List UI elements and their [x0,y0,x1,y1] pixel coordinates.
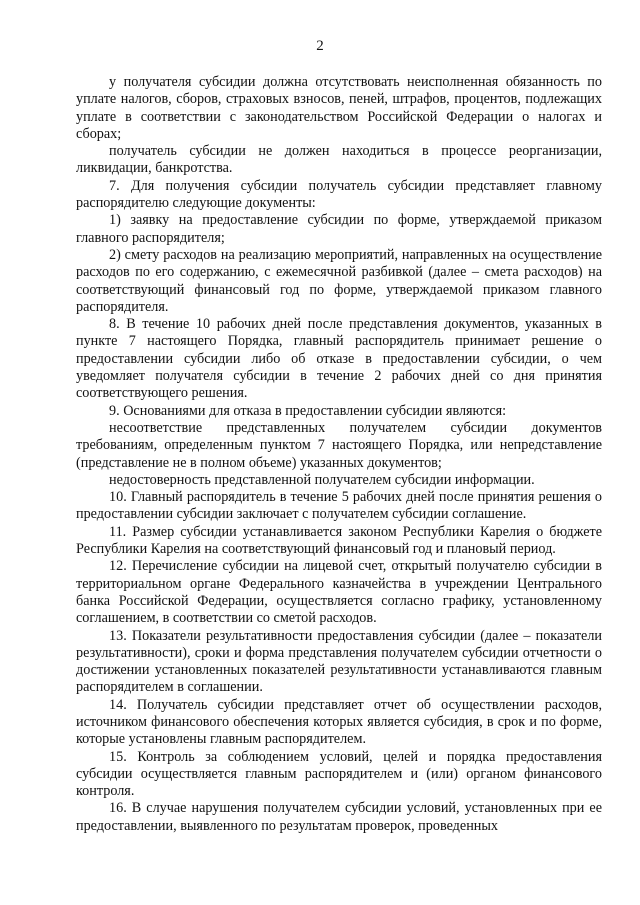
paragraph-9-item-nonconformity: несоответствие представленных получателем субсидии документов требованиям, определенным пунктом 7 настоящего Порядка, или непредставление (представление не в полном объеме) указанных документов; [76,419,602,471]
paragraph-10-agreement: 10. Главный распорядитель в течение 5 рабочих дней после принятия решения о предоставлении субсидии заключает с получателем субсидии соглашение. [76,489,602,523]
paragraph-7-documents: 7. Для получения субсидии получатель субсидии представляет главному распорядителю следующие документы: [76,177,602,212]
paragraph-11-amount: 11. Размер субсидии устанавливается законом Республики Карелия о бюджете Республики Карелия на соответствующий финансовый год и плановый период. [76,523,602,558]
paragraph-12-transfer: 12. Перечисление субсидии на лицевой счет, открытый получателю субсидии в территориальном органе Федерального казначейства в учреждении Центрального банка Российской Федерации, осуществляется согласно графику, установленному соглашением, в соответствии со сметой расходов. [76,558,602,627]
paragraph-14-report: 14. Получатель субсидии представляет отчет об осуществлении расходов, источником финансового обеспечения которых является субсидия, в срок и по форме, которые установлены главным распорядителем. [76,696,602,748]
paragraph-9-refusal-grounds: 9. Основаниями для отказа в предоставлении субсидии являются: [109,402,507,419]
paragraph-8-decision: 8. В течение 10 рабочих дней после представления документов, указанных в пункте 7 настоящего Порядка, главный распорядитель принимает решение о предоставлении субсидии либо об отказе в предоставлении субсидии, о чем уведомляет получателя субсидии в течение 2 рабочих дней со дня принятия соответствующего решения. [76,316,602,402]
paragraph-16-violation: 16. В случае нарушения получателем субсидии условий, установленных при ее предоставлении, выявленного по результатам проверок, проведенных [76,800,602,834]
paragraph-7-item-2: 2) смету расходов на реализацию мероприятий, направленных на осуществление расходов по его содержанию, с ежемесячной разбивкой (далее – смета расходов) на соответствующий финансовый год по форме, утверждаемой приказом главного распорядителя. [76,246,602,315]
page-number: 2 [316,38,324,54]
paragraph-7-item-1: 1) заявку на предоставление субсидии по форме, утверждаемой приказом главного распорядителя; [76,212,602,246]
paragraph-tax-obligations: у получателя субсидии должна отсутствовать неисполненная обязанность по уплате налогов, сборов, страховых взносов, пеней, штрафов, процентов, подлежащих уплате в соответствии с законодательством Российской Федерации о налогах и сборах; [76,74,602,142]
document-body [76,74,602,835]
paragraph-13-indicators: 13. Показатели результативности предоставления субсидии (далее – показатели результативности), сроки и форма представления получателем субсидии отчетности о достижении установленных показателей результативности устанавливаются главным распорядителем в соглашении. [76,627,602,696]
paragraph-9-item-unreliability: недостоверность представленной получателем субсидии информации. [109,471,535,488]
paragraph-15-control: 15. Контроль за соблюдением условий, целей и порядка предоставления субсидии осуществляется главным распорядителем и (или) органом финансового контроля. [76,748,602,800]
paragraph-no-reorganization: получатель субсидии не должен находиться в процессе реорганизации, ликвидации, банкротства. [76,143,602,177]
